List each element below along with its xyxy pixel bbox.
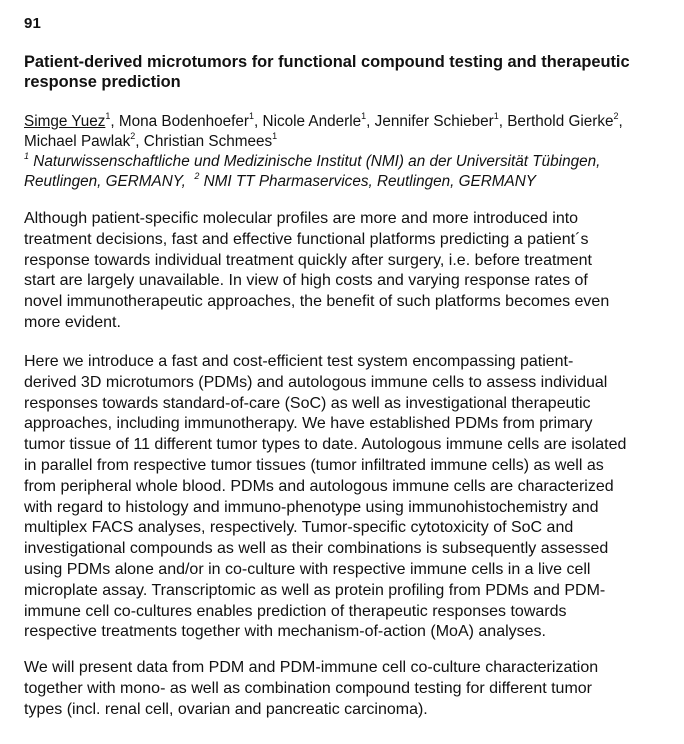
paragraph-line: tumor tissue of 11 different tumor types to date. Autologous immune cells are isolated [24, 436, 627, 454]
paragraph-line: types (incl. renal cell, ovarian and pancreatic carcinoma). [24, 700, 428, 718]
author-affiliation-mark: 1 [493, 110, 499, 121]
paragraph-line: in parallel from respective tumor tissues (tumor infiltrated immune cells) as well as [24, 456, 604, 474]
abstract-paragraph-methods [24, 352, 664, 643]
affiliation-text: Naturwissenschaftliche und Medizinische Institut (NMI) an der Universität Tübingen, Reutlingen, GERMANY, [24, 153, 601, 190]
author-name-presenter: Simge Yuez [24, 113, 106, 130]
author-affiliation-mark: 1 [272, 130, 278, 141]
author-separator: , [254, 113, 263, 130]
paragraph-line: response towards individual treatment quickly after surgery, i.e. before treatment [24, 251, 592, 269]
affiliation-mark: 1 [24, 150, 30, 161]
author-separator: , [618, 113, 623, 130]
author-name: Berthold Gierke [507, 113, 614, 130]
author-name: Michael Pawlak [24, 133, 131, 150]
author-name: Mona Bodenhoefer [118, 113, 249, 130]
paragraph-line: approaches, including immunotherapy. We have established PDMs from primary [24, 415, 593, 433]
paragraph-line: Although patient-specific molecular profiles are more and more introduced into [24, 210, 579, 227]
affiliations [24, 152, 674, 192]
paragraph-line: investigational compounds as well as their combinations is subsequently assessed [24, 540, 609, 558]
author-affiliation-mark: 2 [130, 130, 136, 141]
author-separator: , [135, 133, 144, 150]
paragraph-line: responses towards standard-of-care (SoC) as well as investigational therapeutic [24, 394, 591, 412]
paragraph-line: We will present data from PDM and PDM-immune cell co-culture characterization [24, 659, 599, 676]
paragraph-line: together with mono- as well as combination compound testing for different tumor [24, 679, 592, 697]
affiliation-mark: 2 [194, 170, 200, 181]
author-affiliation-mark: 1 [249, 110, 255, 121]
author-name: Christian Schmees [143, 133, 273, 150]
paragraph-line: immune cell co-cultures enables prediction of therapeutic responses towards [24, 602, 567, 620]
abstract-number: 91 [24, 15, 42, 32]
author-separator: , [110, 113, 119, 130]
author-list [24, 112, 664, 152]
author-name: Jennifer Schieber [374, 113, 494, 130]
author-affiliation-mark: 1 [361, 110, 367, 121]
abstract-paragraph-outlook [24, 658, 664, 720]
title-line: response prediction [24, 73, 181, 91]
paragraph-line: derived 3D microtumors (PDMs) and autologous immune cells to assess individual [24, 373, 608, 391]
author-separator: , [498, 113, 508, 130]
paragraph-line: treatment decisions, fast and effective functional platforms predicting a patient´s [24, 230, 589, 248]
paragraph-line: novel immunotherapeutic approaches, the benefit of such platforms becomes even [24, 293, 610, 311]
paragraph-line: more evident. [24, 313, 121, 331]
author-name: Nicole Anderle [262, 113, 362, 130]
paragraph-line: microplate assay. Transcriptomic as well as protein profiling from PDMs and PDM- [24, 581, 606, 599]
author-separator: , [366, 113, 375, 130]
abstract-title [24, 52, 669, 92]
paragraph-line: respective treatments together with mechanism-of-action (MoA) analyses. [24, 623, 546, 641]
paragraph-line: from peripheral whole blood. PDMs and autologous immune cells are characterized [24, 477, 614, 495]
paragraph-line: using PDMs alone and/or in co-culture with respective immune cells in a live cell [24, 560, 591, 578]
affiliation-text: NMI TT Pharmaservices, Reutlingen, GERMANY [203, 173, 536, 190]
paragraph-line: with regard to histology and immuno-phenotype using immunohistochemistry and [24, 498, 599, 516]
paragraph-line: start are largely unavailable. In view of high costs and varying response rates of [24, 272, 588, 290]
paragraph-line: multiplex FACS analyses, respectively. Tumor-specific cytotoxicity of SoC and [24, 519, 574, 537]
author-affiliation-mark: 1 [105, 110, 111, 121]
title-line: Patient-derived microtumors for functional compound testing and therapeutic [24, 53, 630, 71]
abstract-paragraph-background [24, 209, 664, 334]
paragraph-line: Here we introduce a fast and cost-efficient test system encompassing patient- [24, 353, 574, 370]
author-affiliation-mark: 2 [613, 110, 619, 121]
